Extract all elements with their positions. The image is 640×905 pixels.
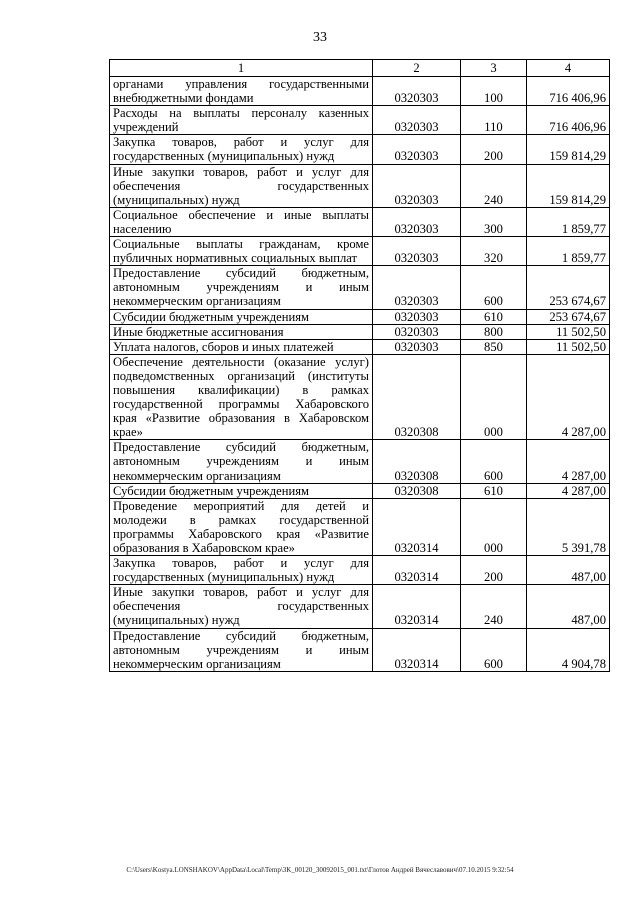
row-type-cell: 300 [461, 207, 527, 236]
table-row [110, 135, 610, 164]
row-name-cell: Проведение мероприятий для детей и молодежи в рамках государственной программы Хабаровского края «Развитие образования в Хабаровском крае» [110, 498, 373, 555]
row-amount-cell: 4 904,78 [527, 628, 610, 671]
table-row [110, 309, 610, 324]
row-code-cell: 0320308 [373, 440, 461, 483]
row-amount-cell: 4 287,00 [527, 440, 610, 483]
row-type-cell: 600 [461, 266, 527, 309]
row-name-cell: Иные закупки товаров, работ и услуг для обеспечения государственных (муниципальных) нужд [110, 164, 373, 207]
row-name-cell: Субсидии бюджетным учреждениям [110, 483, 373, 498]
row-code-cell: 0320314 [373, 628, 461, 671]
table-row [110, 207, 610, 236]
table-row [110, 164, 610, 207]
row-amount-cell: 716 406,96 [527, 106, 610, 135]
row-type-cell: 610 [461, 483, 527, 498]
row-amount-cell: 11 502,50 [527, 324, 610, 339]
column-header-2: 2 [373, 60, 461, 77]
table-row [110, 628, 610, 671]
row-code-cell: 0320303 [373, 237, 461, 266]
row-amount-cell: 4 287,00 [527, 483, 610, 498]
table-header-row [110, 60, 610, 77]
row-amount-cell: 159 814,29 [527, 164, 610, 207]
row-amount-cell: 5 391,78 [527, 498, 610, 555]
row-code-cell: 0320303 [373, 106, 461, 135]
table-row [110, 483, 610, 498]
row-amount-cell: 4 287,00 [527, 354, 610, 440]
row-type-cell: 000 [461, 354, 527, 440]
table-row [110, 77, 610, 106]
row-code-cell: 0320308 [373, 354, 461, 440]
row-code-cell: 0320314 [373, 498, 461, 555]
table-row [110, 237, 610, 266]
row-type-cell: 240 [461, 585, 527, 628]
row-name-cell: Иные бюджетные ассигнования [110, 324, 373, 339]
table-row [110, 440, 610, 483]
row-name-cell: Предоставление субсидий бюджетным, автономным учреждениям и иным некоммерческим организациям [110, 628, 373, 671]
row-code-cell: 0320303 [373, 164, 461, 207]
row-code-cell: 0320303 [373, 309, 461, 324]
table-row [110, 556, 610, 585]
row-amount-cell: 487,00 [527, 585, 610, 628]
row-type-cell: 800 [461, 324, 527, 339]
table-row [110, 106, 610, 135]
row-amount-cell: 716 406,96 [527, 77, 610, 106]
column-header-4: 4 [527, 60, 610, 77]
row-code-cell: 0320303 [373, 77, 461, 106]
table-row [110, 498, 610, 555]
row-type-cell: 610 [461, 309, 527, 324]
row-type-cell: 200 [461, 135, 527, 164]
row-amount-cell: 1 859,77 [527, 207, 610, 236]
row-amount-cell: 11 502,50 [527, 339, 610, 354]
row-code-cell: 0320303 [373, 207, 461, 236]
row-type-cell: 240 [461, 164, 527, 207]
row-type-cell: 320 [461, 237, 527, 266]
row-name-cell: Социальные выплаты гражданам, кроме публичных нормативных социальных выплат [110, 237, 373, 266]
row-type-cell: 200 [461, 556, 527, 585]
column-header-3: 3 [461, 60, 527, 77]
table-row [110, 324, 610, 339]
table-row [110, 354, 610, 440]
table-row [110, 339, 610, 354]
row-amount-cell: 159 814,29 [527, 135, 610, 164]
row-name-cell: Закупка товаров, работ и услуг для государственных (муниципальных) нужд [110, 556, 373, 585]
row-amount-cell: 253 674,67 [527, 266, 610, 309]
row-type-cell: 100 [461, 77, 527, 106]
row-code-cell: 0320308 [373, 483, 461, 498]
row-type-cell: 600 [461, 440, 527, 483]
row-name-cell: Социальное обеспечение и иные выплаты населению [110, 207, 373, 236]
table-row [110, 266, 610, 309]
page-number: 33 [313, 30, 327, 45]
row-name-cell: Субсидии бюджетным учреждениям [110, 309, 373, 324]
row-code-cell: 0320314 [373, 556, 461, 585]
row-name-cell: Обеспечение деятельности (оказание услуг) подведомственных организаций (институты повышения квалификации) в рамках государственной программы Хабаровского края «Развитие образования в Хабаровском крае» [110, 354, 373, 440]
row-name-cell: органами управления государственными внебюджетными фондами [110, 77, 373, 106]
row-amount-cell: 1 859,77 [527, 237, 610, 266]
row-code-cell: 0320303 [373, 135, 461, 164]
row-name-cell: Предоставление субсидий бюджетным, автономным учреждениям и иным некоммерческим организациям [110, 266, 373, 309]
row-type-cell: 000 [461, 498, 527, 555]
row-type-cell: 110 [461, 106, 527, 135]
row-name-cell: Иные закупки товаров, работ и услуг для обеспечения государственных (муниципальных) нужд [110, 585, 373, 628]
row-code-cell: 0320303 [373, 339, 461, 354]
row-type-cell: 600 [461, 628, 527, 671]
column-header-1: 1 [110, 60, 373, 77]
row-code-cell: 0320303 [373, 324, 461, 339]
row-name-cell: Предоставление субсидий бюджетным, автономным учреждениям и иным некоммерческим организациям [110, 440, 373, 483]
table-row [110, 585, 610, 628]
footer-file-path: C:\Users\Kostya.LONSHAKOV\AppData\Local\Temp\3K_00120_30092015_001.txt\Глотов Андрей Вячеславович\07.10.2015 9:32:54 [126, 866, 514, 874]
table-body [110, 77, 610, 672]
row-name-cell: Расходы на выплаты персоналу казенных учреждений [110, 106, 373, 135]
row-amount-cell: 487,00 [527, 556, 610, 585]
row-name-cell: Закупка товаров, работ и услуг для государственных (муниципальных) нужд [110, 135, 373, 164]
row-code-cell: 0320303 [373, 266, 461, 309]
budget-table [109, 59, 610, 672]
row-name-cell: Уплата налогов, сборов и иных платежей [110, 339, 373, 354]
row-type-cell: 850 [461, 339, 527, 354]
row-amount-cell: 253 674,67 [527, 309, 610, 324]
row-code-cell: 0320314 [373, 585, 461, 628]
